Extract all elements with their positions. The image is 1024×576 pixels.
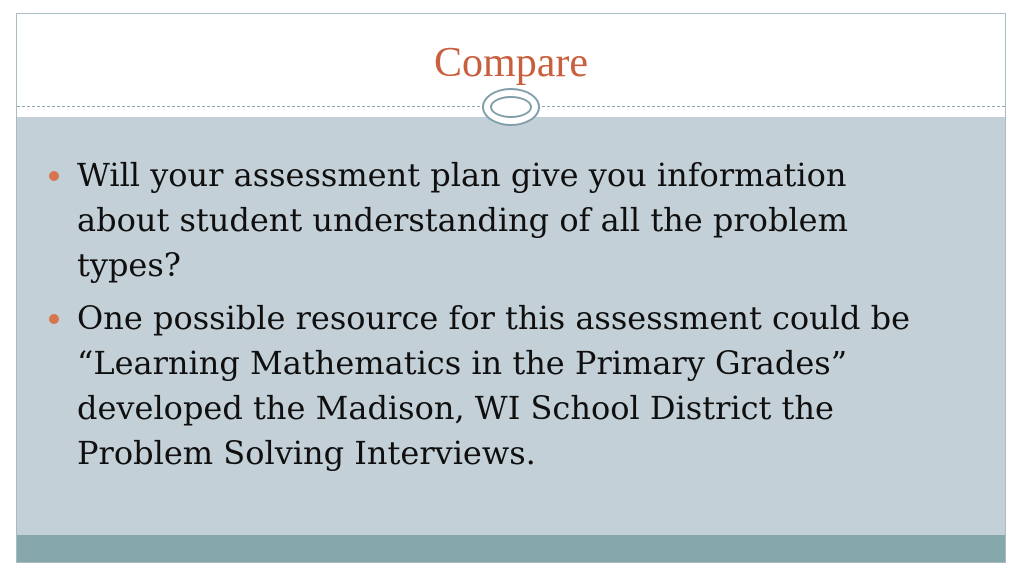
- oval-ornament-icon: [482, 88, 540, 126]
- bullet-text: Will your assessment plan give you information about student understanding of all the problem types?: [77, 156, 848, 284]
- oval-ornament-inner: [490, 96, 532, 118]
- bullet-text: One possible resource for this assessment could be “Learning Mathematics in the Primary Grades” developed the Madison, WI School District the Problem Solving Interviews.: [77, 299, 911, 472]
- bullet-item: [49, 296, 929, 476]
- bullet-item: [49, 153, 929, 288]
- content-panel: [17, 117, 1005, 536]
- bullet-dot-icon: [49, 171, 59, 181]
- bullet-list: [49, 153, 929, 484]
- footer-bar: [17, 535, 1005, 562]
- slide-title: Compare: [434, 40, 588, 86]
- slide: [16, 13, 1006, 563]
- bullet-dot-icon: [49, 314, 59, 324]
